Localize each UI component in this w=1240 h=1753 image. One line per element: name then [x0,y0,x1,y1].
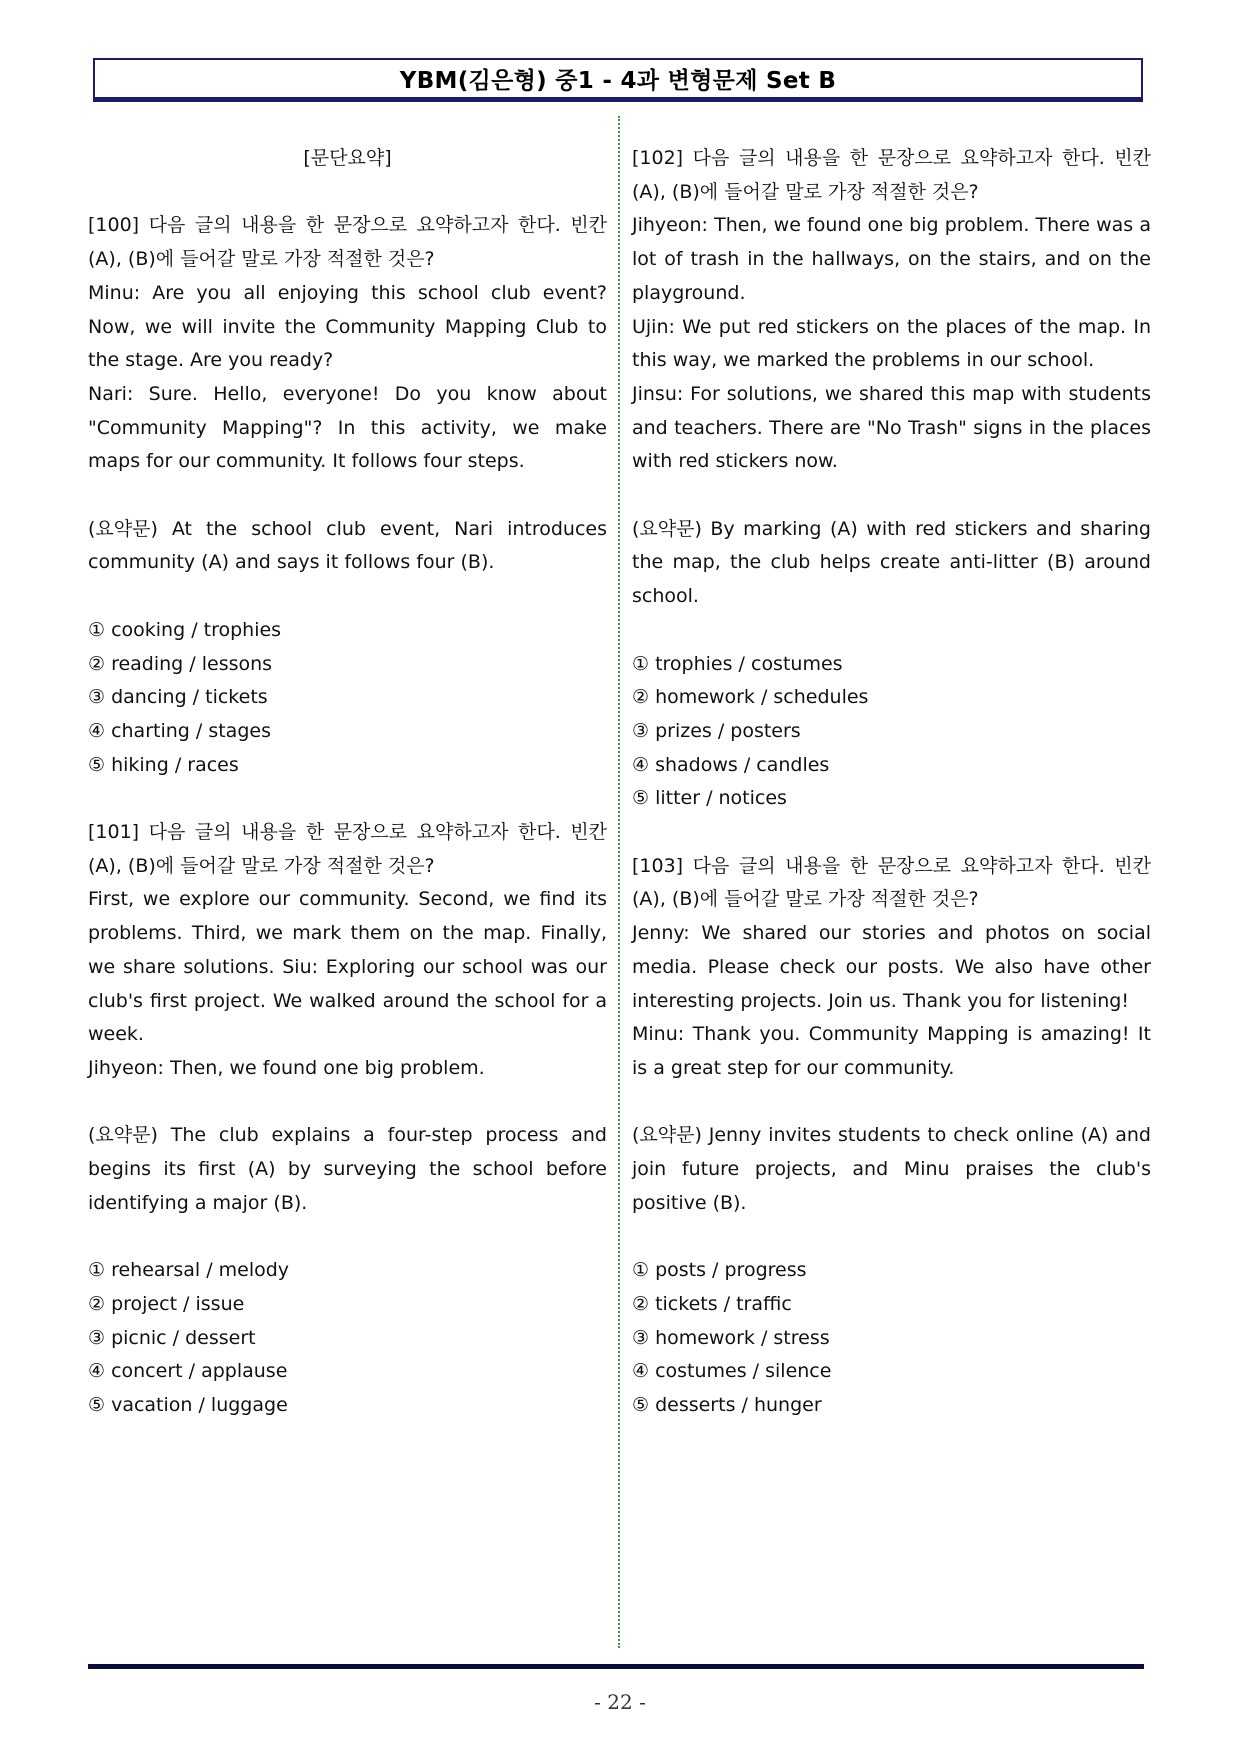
column-divider [618,116,620,1648]
question-103 [632,850,1151,1423]
question-prompt: [101] 다음 글의 내용을 한 문장으로 요약하고자 한다. 빈칸 (A), (B)에 들어갈 말로 가장 적절한 것은? [88,821,607,877]
answer-option[interactable]: ① posts / progress [632,1259,807,1282]
answer-option[interactable]: ⑤ vacation / luggage [88,1393,288,1416]
answer-option[interactable]: ② project / issue [88,1292,245,1315]
question-101 [88,816,607,1423]
answer-option[interactable]: ③ dancing / tickets [88,686,268,709]
question-prompt: [103] 다음 글의 내용을 한 문장으로 요약하고자 한다. 빈칸 (A), (B)에 들어갈 말로 가장 적절한 것은? [632,854,1151,911]
left-column [88,142,607,1423]
answer-option[interactable]: ④ concert / applause [88,1360,288,1383]
summary-sentence: (요약문) By marking (A) with red stickers and sharing the map, the club helps create anti-litter (B) around school. [632,517,1151,608]
section-label: [문단요약] [303,147,392,169]
passage-line: Jihyeon: Then, we found one big problem. There was a lot of trash in the hallways, on the stairs, and on the playground. [632,214,1151,304]
passage-line: Ujin: We put red stickers on the places of the map. In this way, we marked the problems in our school. [632,315,1151,372]
question-prompt: [102] 다음 글의 내용을 한 문장으로 요약하고자 한다. 빈칸 (A), (B)에 들어갈 말로 가장 적절한 것은? [632,147,1151,203]
page-number: - 22 - [594,1690,646,1714]
summary-sentence: (요약문) The club explains a four-step process and begins its first (A) by surveying the school before identifying a major (B). [88,1124,607,1214]
answer-option[interactable]: ④ shadows / candles [632,753,830,776]
passage-line: Jinsu: For solutions, we shared this map with students and teachers. There are "No Trash" signs in the places with red stickers now. [632,382,1151,473]
right-column [632,142,1151,1423]
passage-line: Jenny: We shared our stories and photos on social media. Please check our posts. We also have other interesting projects. Join us. Thank you for listening! [632,922,1151,1012]
answer-option[interactable]: ② homework / schedules [632,686,869,709]
answer-option[interactable]: ② reading / lessons [88,652,273,675]
page-title: YBM(김은형) 중1 - 4과 변형문제 Set B [399,68,837,94]
answer-option[interactable]: ② tickets / traffic [632,1292,792,1315]
passage-line: Nari: Sure. Hello, everyone! Do you know about "Community Mapping"? In this activity, we make maps for our community. It follows four steps. [88,382,607,473]
answer-option[interactable]: ④ charting / stages [88,719,271,742]
question-100 [88,209,607,782]
passage-line: Minu: Thank you. Community Mapping is amazing! It is a great step for our community. [632,1023,1151,1079]
footer-rule [88,1664,1144,1669]
passage-line: First, we explore our community. Second, we find its problems. Third, we mark them on the map. Finally, we share solutions. Siu: Exploring our school was our club's first project. We walked around the school for a week. [88,888,607,1046]
summary-sentence: (요약문) At the school club event, Nari introduces community (A) and says it follows four (B). [88,517,607,574]
answer-option[interactable]: ③ homework / stress [632,1326,830,1349]
header-box [93,58,1143,102]
answer-option[interactable]: ① rehearsal / melody [88,1259,290,1282]
answer-option[interactable]: ⑤ hiking / races [88,753,239,776]
answer-option[interactable]: ③ prizes / posters [632,719,801,742]
answer-option[interactable]: ① trophies / costumes [632,652,843,675]
answer-option[interactable]: ⑤ desserts / hunger [632,1393,822,1416]
passage-line: Jihyeon: Then, we found one big problem. [88,1056,485,1079]
question-102 [632,142,1151,816]
answer-option[interactable]: ④ costumes / silence [632,1360,832,1383]
passage-line: Minu: Are you all enjoying this school club event? Now, we will invite the Community Mapping Club to the stage. Are you ready? [88,281,607,372]
answer-option[interactable]: ⑤ litter / notices [632,787,787,810]
question-prompt: [100] 다음 글의 내용을 한 문장으로 요약하고자 한다. 빈칸 (A), (B)에 들어갈 말로 가장 적절한 것은? [88,214,607,271]
summary-sentence: (요약문) Jenny invites students to check online (A) and join future projects, and Minu praises the club's positive (B). [632,1124,1151,1214]
answer-option[interactable]: ③ picnic / dessert [88,1326,256,1349]
answer-option[interactable]: ① cooking / trophies [88,618,282,641]
